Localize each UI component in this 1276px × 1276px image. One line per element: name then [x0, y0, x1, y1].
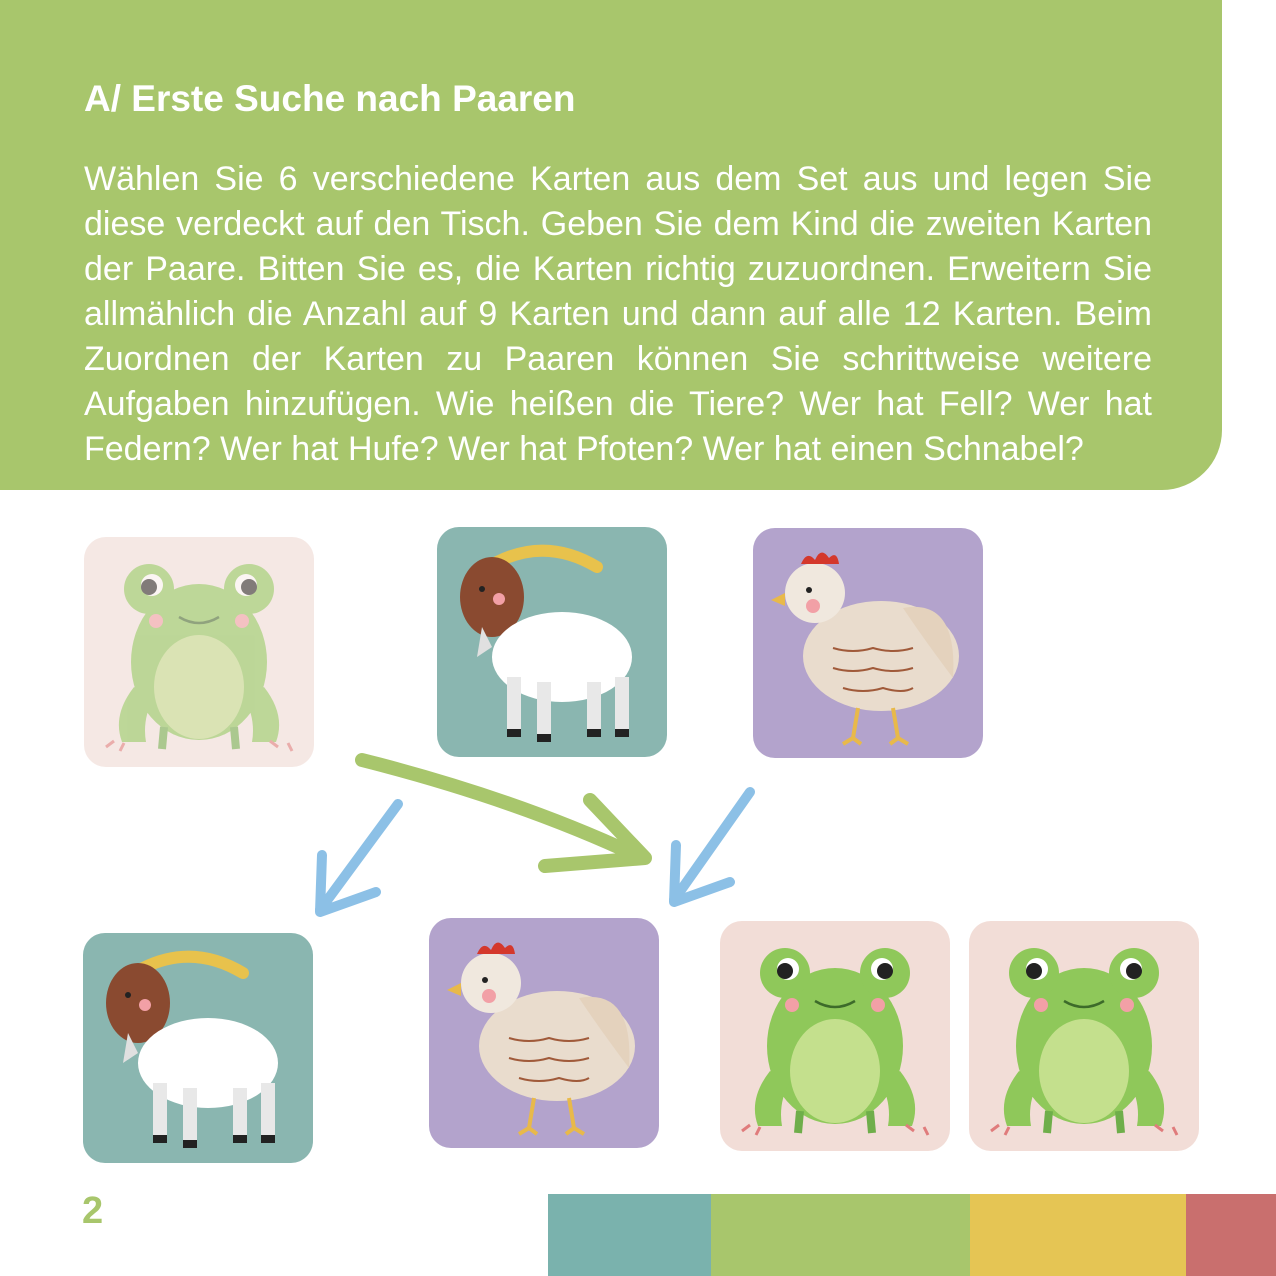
card-frog-bottom-2[interactable] — [969, 921, 1199, 1151]
card-frog-faded[interactable] — [84, 537, 314, 767]
frog-icon — [84, 537, 314, 767]
card-hen-bottom[interactable] — [429, 918, 659, 1148]
hen-icon — [753, 528, 983, 758]
blue-arrow-right — [674, 792, 750, 902]
card-frog-bottom-1[interactable] — [720, 921, 950, 1151]
goat-icon — [83, 933, 313, 1163]
header-panel — [0, 0, 1222, 490]
hen-icon — [429, 918, 659, 1148]
color-bar-yellow — [970, 1194, 1186, 1276]
card-goat-bottom[interactable] — [83, 933, 313, 1163]
blue-arrow-left — [320, 804, 398, 912]
frog-icon — [720, 921, 950, 1151]
goat-icon — [437, 527, 667, 757]
page-title: A/ Erste Suche nach Paaren — [84, 78, 576, 119]
card-goat-top[interactable] — [437, 527, 667, 757]
green-arrow — [362, 760, 645, 866]
instructions-text: Wählen Sie 6 verschiedene Karten aus dem Set aus und legen Sie diese verdeckt auf den Tisch. Geben Sie dem Kind die zweiten Karten der Paare. Bitten Sie es, die Karten richtig zuzuordnen. Erweitern Sie allmählich die Anzahl auf 9 Karten und dann auf alle 12 Karten. Beim Zuordnen der Karten zu Paaren können Sie schrittweise weitere Aufgaben hinzufügen. Wie heißen die Tiere? Wer hat Fell? Wer hat Federn? Wer hat Hufe? Wer hat Pfoten? Wer hat einen Schnabel? — [84, 160, 1152, 468]
page-number: 2 — [82, 1190, 104, 1232]
color-bar-green — [711, 1194, 970, 1276]
frog-icon — [969, 921, 1199, 1151]
card-hen-top[interactable] — [753, 528, 983, 758]
color-bar-red — [1186, 1194, 1276, 1276]
color-bar-teal — [548, 1194, 711, 1276]
